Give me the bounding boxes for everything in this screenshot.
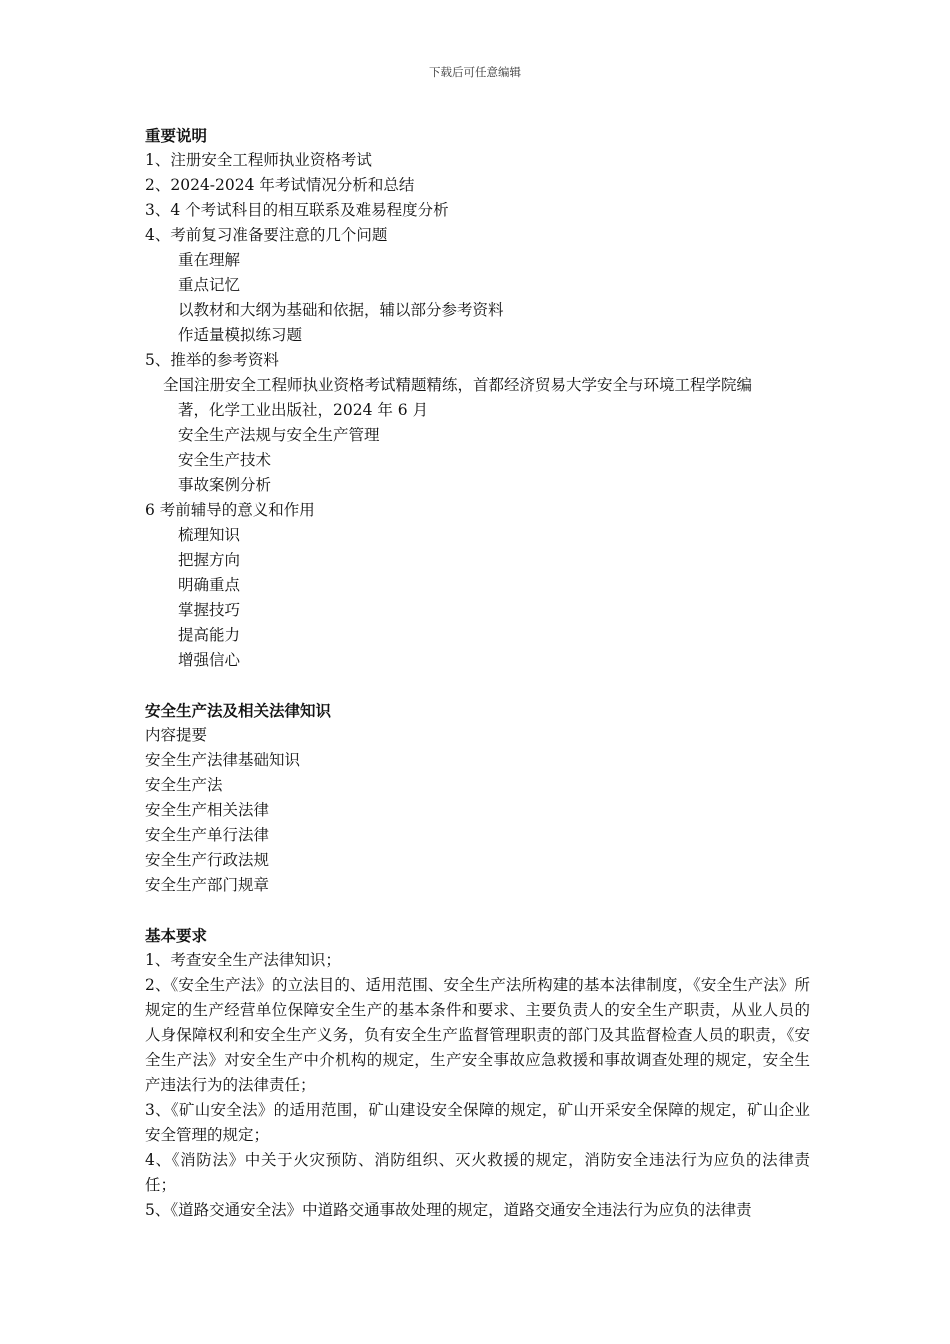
list-item: 2、2024-2024 年考试情况分析和总结 xyxy=(145,176,415,194)
list-item: 3、4 个考试科目的相互联系及难易程度分析 xyxy=(145,201,449,219)
sub-item: 提高能力 xyxy=(178,626,241,644)
list-item: 6 考前辅导的意义和作用 xyxy=(145,501,315,519)
sub-item: 重在理解 xyxy=(178,251,241,269)
paragraph: 5、《道路交通安全法》中道路交通事故处理的规定，道路交通安全违法行为应负的法律责 xyxy=(145,1201,752,1219)
spacer xyxy=(145,898,810,923)
paragraph: 3、《矿山安全法》的适用范围，矿山建设安全保障的规定，矿山开采安全保障的规定，矿山企业安全管理的规定； xyxy=(145,1101,810,1144)
sub-item: 以教材和大纲为基础和依据，辅以部分参考资料 xyxy=(178,301,504,319)
sub-item: 增强信心 xyxy=(178,651,241,669)
list-item: 安全生产法 xyxy=(145,776,223,794)
sub-item: 明确重点 xyxy=(178,576,241,594)
list-item: 4、考前复习准备要注意的几个问题 xyxy=(145,226,388,244)
list-item: 安全生产单行法律 xyxy=(145,826,270,844)
sub-item: 作适量模拟练习题 xyxy=(178,326,303,344)
reference-line: 全国注册安全工程师执业资格考试精题精练，首都经济贸易大学安全与环境工程学院编 xyxy=(163,376,753,394)
section-title: 基本要求 xyxy=(145,926,208,945)
list-item: 内容提要 xyxy=(145,726,208,744)
sub-item: 掌握技巧 xyxy=(178,601,241,619)
sub-item: 重点记忆 xyxy=(178,276,241,294)
list-item: 安全生产部门规章 xyxy=(145,876,270,894)
list-item: 安全生产法律基础知识 xyxy=(145,751,301,769)
sub-item: 安全生产法规与安全生产管理 xyxy=(178,426,380,444)
list-item: 1、注册安全工程师执业资格考试 xyxy=(145,151,372,169)
document-body xyxy=(145,123,810,1223)
sub-item: 事故案例分析 xyxy=(178,476,272,494)
list-item: 安全生产行政法规 xyxy=(145,851,270,869)
list-item: 安全生产相关法律 xyxy=(145,801,270,819)
paragraph: 4、《消防法》中关于火灾预防、消防组织、灭火救援的规定，消防安全违法行为应负的法律责任； xyxy=(145,1151,810,1194)
paragraph: 1、考查安全生产法律知识； xyxy=(145,951,341,969)
section-title: 重要说明 xyxy=(145,126,208,145)
page-header: 下载后可任意编辑 xyxy=(429,65,521,79)
spacer xyxy=(145,673,810,698)
reference-line: 著，化学工业出版社，2024 年 6 月 xyxy=(178,401,429,419)
list-item: 5、推举的参考资料 xyxy=(145,351,279,369)
paragraph: 2、《安全生产法》的立法目的、适用范围、安全生产法所构建的基本法律制度，《安全生产法》所规定的生产经营单位保障安全生产的基本条件和要求、主要负责人的安全生产职责，从业人员的人身保障权利和安全生产义务，负有安全生产监督管理职责的部门及其监督检查人员的职责，《安全生产法》对安全生产中介机构的规定，生产安全事故应急救援和事故调查处理的规定，安全生产违法行为的法律责任； xyxy=(145,976,810,1094)
sub-item: 安全生产技术 xyxy=(178,451,272,469)
sub-item: 梳理知识 xyxy=(178,526,241,544)
section-title: 安全生产法及相关法律知识 xyxy=(145,701,332,720)
sub-item: 把握方向 xyxy=(178,551,241,569)
